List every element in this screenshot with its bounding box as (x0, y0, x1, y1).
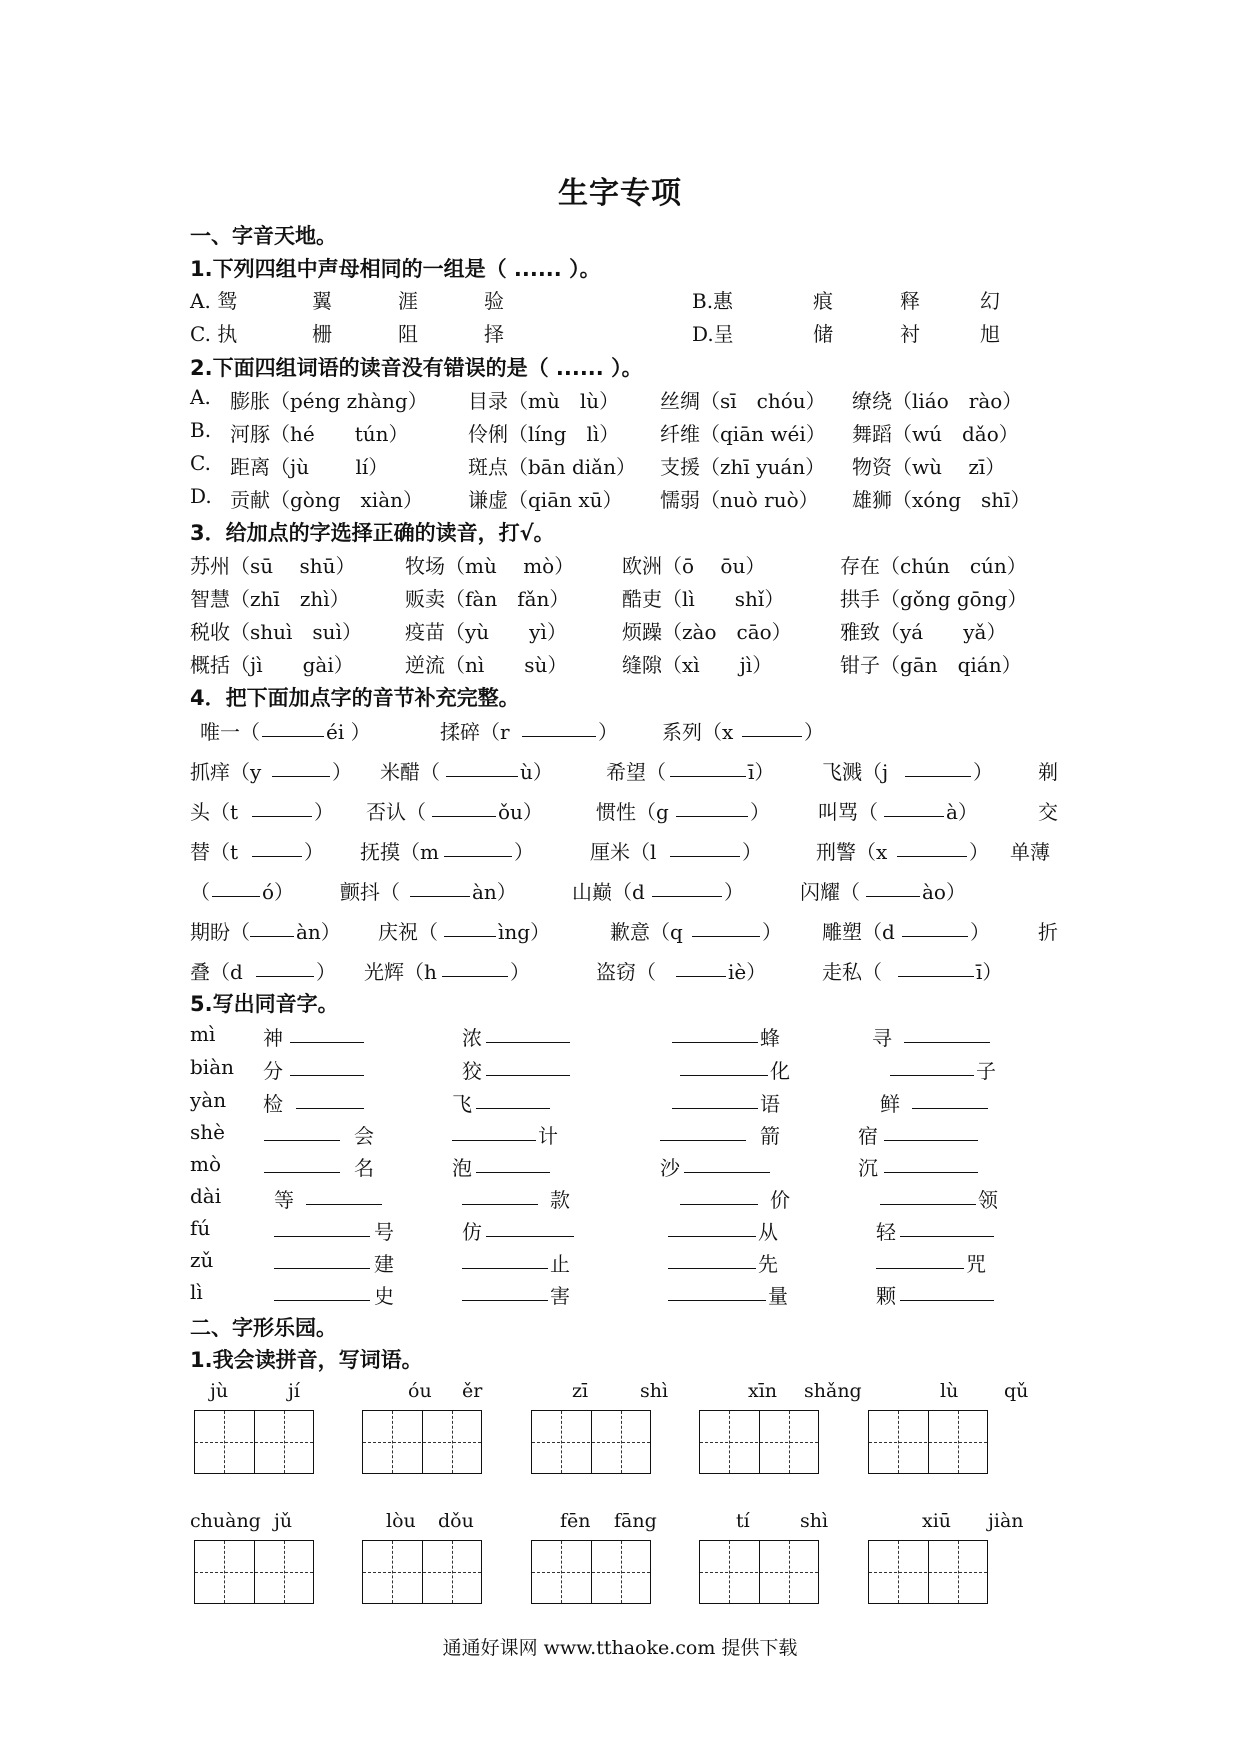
q4-word: 期盼（ (190, 920, 250, 944)
q2-prompt: 2.下面四组词语的读音没有错误的是（ ...... ）。 (190, 356, 643, 380)
q4-word: 交 (1038, 800, 1058, 824)
q5-char: 仿 (462, 1220, 482, 1244)
pinyin-label: shǎng (804, 1380, 862, 1402)
q4-text: ） (598, 720, 618, 744)
q4-blank[interactable] (866, 876, 920, 897)
q4-text: à） (946, 800, 978, 824)
q4-blank[interactable] (742, 716, 802, 737)
q2-item: 舞蹈（wú dǎo） (852, 422, 1019, 446)
q5-blank[interactable] (476, 1152, 550, 1173)
writing-grid[interactable] (531, 1540, 651, 1604)
pinyin-label: jí (288, 1380, 300, 1402)
q5-pinyin: mì (190, 1022, 216, 1046)
q5-char: 沉 (858, 1156, 878, 1180)
q5-blank[interactable] (462, 1184, 538, 1205)
writing-grid[interactable] (362, 1540, 482, 1604)
writing-grid[interactable] (699, 1540, 819, 1604)
q1-prompt: 1.下列四组中声母相同的一组是（ ...... ）。 (190, 257, 601, 281)
writing-grid[interactable] (868, 1540, 988, 1604)
q2-label: B. (190, 418, 212, 442)
q4-text: ） (724, 880, 744, 904)
pinyin-label: shì (800, 1510, 829, 1532)
q4-word: 剃 (1038, 760, 1058, 784)
q4-text: ） (514, 840, 534, 864)
q5-blank[interactable] (904, 1022, 990, 1043)
q5-pinyin: lì (190, 1280, 203, 1304)
q4-text: ） (969, 840, 989, 864)
q1-option: B.惠 (692, 289, 734, 313)
q5-blank[interactable] (290, 1055, 364, 1076)
pinyin-label: qǔ (1004, 1380, 1029, 1402)
q2-item: 缭绕（liáo rào） (852, 389, 1023, 413)
q5-blank[interactable] (486, 1055, 570, 1076)
q5-char: 领 (978, 1188, 998, 1212)
q4-word: 盗窃（ (596, 960, 656, 984)
q4-blank[interactable] (262, 716, 324, 737)
q4-text: ） (742, 840, 762, 864)
footer-source: 通通好课网 www.tthaoke.com 提供下载 (442, 1637, 798, 1659)
q4-blank[interactable] (252, 836, 302, 857)
q5-blank[interactable] (890, 1055, 974, 1076)
q5-blank[interactable] (452, 1120, 536, 1141)
q4-blank[interactable] (272, 756, 330, 777)
q4-word: 惯性（g (596, 800, 669, 824)
q5-blank[interactable] (912, 1088, 988, 1109)
q2-item: 贡献（gòng xiàn） (230, 488, 424, 512)
q4-blank[interactable] (902, 916, 968, 937)
pinyin-label: fēn (560, 1510, 591, 1532)
writing-grid[interactable] (362, 1410, 482, 1474)
q4-text: ī） (976, 960, 1003, 984)
q4-word: 山巅（d (572, 880, 645, 904)
q5-pinyin: biàn (190, 1055, 235, 1079)
pinyin-label: óu (408, 1380, 432, 1402)
q5-char: 量 (768, 1284, 788, 1308)
q4-blank[interactable] (898, 956, 974, 977)
q3-item[interactable]: 牧场（mù mò） (405, 554, 575, 578)
q2-item: 纤维（qiān wéi） (660, 422, 826, 446)
pinyin-label: shì (640, 1380, 669, 1402)
q2-item: 支援（zhī yuán） (660, 455, 826, 479)
pinyin-label: xiū (922, 1510, 952, 1532)
q5-blank[interactable] (274, 1216, 370, 1237)
q5-blank[interactable] (900, 1216, 994, 1237)
q3-item[interactable]: 逆流（nì sù） (405, 653, 568, 677)
q5-blank[interactable] (274, 1280, 370, 1301)
q5-char: 名 (354, 1156, 374, 1180)
q5-char: 计 (538, 1124, 558, 1148)
q2-item: 斑点（bān diǎn） (468, 455, 636, 479)
q3-item[interactable]: 钳子（gān qián） (840, 653, 1022, 677)
q5-blank[interactable] (462, 1280, 548, 1301)
q5-blank[interactable] (462, 1248, 548, 1269)
q4-text: ） (332, 760, 352, 784)
q3-item[interactable]: 烦躁（zào cāo） (622, 620, 792, 644)
q4-blank[interactable] (432, 796, 496, 817)
q5-blank[interactable] (668, 1248, 756, 1269)
q4-word: 替（t (190, 840, 239, 864)
q2-label: D. (190, 484, 212, 508)
q4-text: iè） (728, 960, 767, 984)
q4-blank[interactable] (897, 836, 967, 857)
q4-blank[interactable] (442, 956, 508, 977)
q4-word: 雕塑（d (822, 920, 895, 944)
q5-char: 宿 (858, 1124, 878, 1148)
q5-char: 语 (760, 1092, 780, 1116)
q5-pinyin: zǔ (190, 1248, 214, 1272)
q4-word: 刑警（x (816, 840, 888, 864)
q1-option: 栅 (312, 322, 332, 346)
q4-text: ） (762, 920, 782, 944)
q5-char: 箭 (760, 1124, 780, 1148)
q1-option: 幻 (980, 289, 1000, 313)
q3-item[interactable]: 智慧（zhī zhì） (190, 587, 350, 611)
q3-item[interactable]: 存在（chún cún） (840, 554, 1027, 578)
q5-pinyin: dài (190, 1184, 222, 1208)
q4-word: 飞溅（j (822, 760, 889, 784)
section-1-heading: 一、字音天地。 (190, 224, 337, 248)
q5-char: 史 (374, 1284, 394, 1308)
q4-text: ） (510, 960, 530, 984)
q3-item[interactable]: 酷吏（lì shǐ） (622, 587, 785, 611)
q5-char: 轻 (876, 1220, 896, 1244)
writing-grid[interactable] (868, 1410, 988, 1474)
q1-option: 旭 (980, 322, 1000, 346)
q5-char: 检 (263, 1092, 283, 1116)
q4-blank[interactable] (256, 956, 314, 977)
q4-word: 米醋（ (380, 760, 440, 784)
q5-char: 先 (758, 1252, 778, 1276)
q4-prompt: 4．把下面加点字的音节补充完整。 (190, 686, 520, 710)
q5-blank[interactable] (680, 1184, 758, 1205)
q2-item: 丝绸（sī chóu） (660, 389, 826, 413)
q5-char: 寻 (872, 1026, 892, 1050)
q3-item[interactable]: 缝隙（xì jì） (622, 653, 773, 677)
q4-text: ìng） (498, 920, 551, 944)
q4-word: 揉碎（r (440, 720, 510, 744)
q5-blank[interactable] (290, 1022, 364, 1043)
q4-text: ） (314, 800, 334, 824)
q5-blank[interactable] (486, 1022, 570, 1043)
q4-word: 头（t (190, 800, 239, 824)
pinyin-label: jǔ (274, 1510, 293, 1532)
pinyin-label: lòu (386, 1510, 416, 1532)
q5-char: 颗 (876, 1284, 896, 1308)
q5-blank[interactable] (274, 1248, 370, 1269)
q4-word: 闪耀（ (800, 880, 860, 904)
q5-char: 止 (550, 1252, 570, 1276)
q4-word: 折 (1038, 920, 1058, 944)
q4-blank[interactable] (884, 796, 944, 817)
q4-text: ） (804, 720, 824, 744)
q4-text: ） (316, 960, 336, 984)
q5-blank[interactable] (672, 1022, 758, 1043)
q5-blank[interactable] (680, 1055, 768, 1076)
q4-blank[interactable] (212, 876, 260, 897)
q4-blank[interactable] (522, 716, 596, 737)
q1-option: A. 鸳 (190, 289, 238, 313)
q4-word: 叫骂（ (818, 800, 878, 824)
q4-blank[interactable] (410, 876, 470, 897)
q4-text: ào） (922, 880, 966, 904)
q4-text: ǒu） (498, 800, 543, 824)
q4-word: 叠（d (190, 960, 243, 984)
q5-blank[interactable] (880, 1184, 976, 1205)
q1-option: D.呈 (692, 322, 734, 346)
q5-blank[interactable] (264, 1120, 340, 1141)
q5-char: 子 (976, 1059, 996, 1083)
writing-grid[interactable] (699, 1410, 819, 1474)
q5-blank[interactable] (660, 1120, 746, 1141)
q5-char: 款 (550, 1188, 570, 1212)
q5-char: 等 (274, 1188, 294, 1212)
pinyin-label: ěr (462, 1380, 483, 1402)
q5-pinyin: fú (190, 1216, 211, 1240)
q4-word: 唯一（ (200, 720, 260, 744)
q5-char: 沙 (660, 1156, 680, 1180)
q4-word: 厘米（l (590, 840, 657, 864)
q4-text: ） (304, 840, 324, 864)
q4-blank[interactable] (692, 916, 760, 937)
q4-word: 单薄 (1010, 840, 1050, 864)
pinyin-label: fāng (614, 1510, 657, 1532)
q5-blank[interactable] (900, 1280, 994, 1301)
q4-blank[interactable] (905, 756, 971, 777)
q2-item: 伶俐（líng lì） (468, 422, 620, 446)
q1-option: 储 (813, 322, 833, 346)
page-title: 生字专项 (558, 176, 682, 211)
q1-option: C. 执 (190, 322, 238, 346)
q4-text: àn） (472, 880, 517, 904)
q5-blank[interactable] (668, 1216, 756, 1237)
writing-grid[interactable] (194, 1540, 314, 1604)
q2-item: 目录（mù lù） (468, 389, 620, 413)
q4-blank[interactable] (444, 916, 496, 937)
q4-blank[interactable] (252, 796, 312, 817)
q5-char: 害 (550, 1284, 570, 1308)
q5-char: 泡 (452, 1156, 472, 1180)
q5-pinyin: shè (190, 1120, 225, 1144)
q5-pinyin: yàn (190, 1088, 227, 1112)
q4-word: 系列（x (662, 720, 734, 744)
q2-item: 懦弱（nuò ruò） (660, 488, 819, 512)
q5-blank[interactable] (486, 1216, 574, 1237)
q2-item: 谦虚（qiān xū） (468, 488, 623, 512)
q4-word: 抓痒（y (190, 760, 262, 784)
pinyin-label: tí (736, 1510, 750, 1532)
q4-word: 抚摸（m (360, 840, 439, 864)
pinyin-label: zī (572, 1380, 589, 1402)
q4-text: ） (970, 920, 990, 944)
pinyin-label: dǒu (438, 1510, 474, 1532)
q5-char: 咒 (966, 1252, 986, 1276)
q3-prompt: 3．给加点的字选择正确的读音，打√。 (190, 521, 555, 545)
q4-word: 歉意（q (610, 920, 683, 944)
q5-blank[interactable] (876, 1248, 964, 1269)
q5-blank[interactable] (476, 1088, 550, 1109)
pinyin-label: jiàn (988, 1510, 1024, 1532)
q5-char: 鲜 (880, 1092, 900, 1116)
q1-option: 痕 (813, 289, 833, 313)
q5-prompt: 5.写出同音字。 (190, 992, 339, 1016)
q5-char: 神 (263, 1026, 283, 1050)
q2-label: C. (190, 451, 211, 475)
writing-grid[interactable] (194, 1410, 314, 1474)
q5-blank[interactable] (264, 1152, 340, 1173)
q5-blank[interactable] (672, 1088, 758, 1109)
q5-char: 狡 (462, 1059, 482, 1083)
q5-char: 建 (374, 1252, 394, 1276)
q5-char: 价 (770, 1188, 790, 1212)
q3-item[interactable]: 欧洲（ō ōu） (622, 554, 766, 578)
q5-char: 飞 (452, 1092, 472, 1116)
q5-char: 号 (374, 1220, 394, 1244)
q2-item: 距离（jù lí） (230, 455, 389, 479)
q3-item[interactable]: 疫苗（yù yì） (405, 620, 567, 644)
q5-blank[interactable] (684, 1152, 770, 1173)
q4-text: （ (190, 880, 210, 904)
p2-q1-prompt: 1.我会读拼音，写词语。 (190, 1348, 423, 1372)
q4-word: 走私（ (822, 960, 882, 984)
q3-item[interactable]: 拱手（gǒng gōng） (840, 587, 1028, 611)
q3-item[interactable]: 苏州（sū shū） (190, 554, 356, 578)
q4-blank[interactable] (670, 836, 740, 857)
writing-grid[interactable] (531, 1410, 651, 1474)
q5-char: 分 (263, 1059, 283, 1083)
q3-item[interactable]: 概括（jì gài） (190, 653, 354, 677)
q5-blank[interactable] (306, 1184, 382, 1205)
q5-char: 浓 (462, 1026, 482, 1050)
q2-item: 雄狮（xóng shī） (852, 488, 1031, 512)
q5-pinyin: mò (190, 1152, 222, 1176)
q3-item[interactable]: 税收（shuì suì） (190, 620, 362, 644)
q1-option: 释 (900, 289, 920, 313)
q4-text: éi ） (326, 720, 371, 744)
q4-text: ó） (262, 880, 295, 904)
q4-blank[interactable] (250, 916, 294, 937)
q4-text: àn） (296, 920, 341, 944)
q4-blank[interactable] (652, 876, 722, 897)
q1-option: 择 (484, 322, 504, 346)
q5-blank[interactable] (884, 1152, 978, 1173)
q4-blank[interactable] (670, 756, 746, 777)
q4-blank[interactable] (444, 836, 512, 857)
q5-char: 化 (770, 1059, 790, 1083)
q4-text: ī） (748, 760, 775, 784)
q4-text: ù） (520, 760, 553, 784)
q4-text: ） (973, 760, 993, 784)
q4-blank[interactable] (676, 956, 726, 977)
pinyin-label: jù (210, 1380, 229, 1402)
pinyin-label: xīn (748, 1380, 778, 1402)
q5-char: 会 (354, 1124, 374, 1148)
q3-item[interactable]: 雅致（yá yǎ） (840, 620, 1007, 644)
pinyin-label: lù (940, 1380, 959, 1402)
q4-blank[interactable] (676, 796, 748, 817)
q1-option: 涯 (398, 289, 418, 313)
q5-char: 蜂 (760, 1026, 780, 1050)
q1-option: 翼 (312, 289, 332, 313)
q4-text: ） (750, 800, 770, 824)
q4-word: 光辉（h (364, 960, 437, 984)
q4-word: 否认（ (366, 800, 426, 824)
q1-option: 验 (484, 289, 504, 313)
q5-char: 从 (758, 1220, 778, 1244)
q5-blank[interactable] (668, 1280, 766, 1301)
q4-word: 庆祝（ (378, 920, 438, 944)
q5-blank[interactable] (296, 1088, 364, 1109)
q4-blank[interactable] (446, 756, 518, 777)
q2-item: 物资（wù zī） (852, 455, 1006, 479)
q1-option: 衬 (900, 322, 920, 346)
q5-blank[interactable] (884, 1120, 978, 1141)
q3-item[interactable]: 贩卖（fàn fǎn） (405, 587, 570, 611)
q4-word: 希望（ (606, 760, 666, 784)
q4-word: 颤抖（ (340, 880, 400, 904)
pinyin-label: chuàng (190, 1510, 261, 1532)
q2-label: A. (190, 385, 211, 409)
q2-item: 膨胀（péng zhàng） (230, 389, 428, 413)
section-2-heading: 二、字形乐园。 (190, 1316, 337, 1340)
q2-item: 河豚（hé tún） (230, 422, 409, 446)
q1-option: 阻 (398, 322, 418, 346)
